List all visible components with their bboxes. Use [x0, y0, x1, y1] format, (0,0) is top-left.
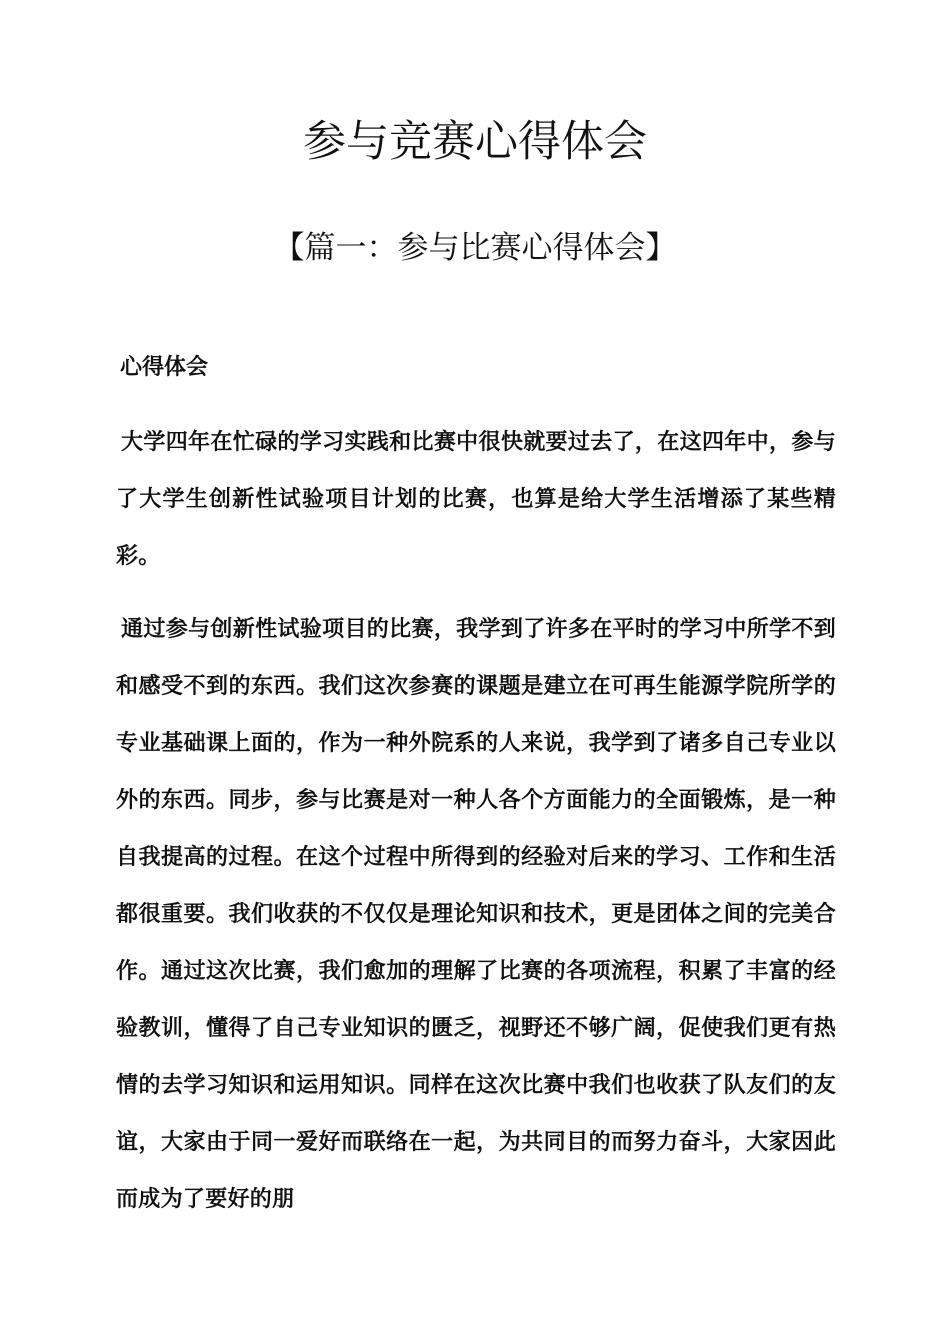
- document-title: 参与竞赛心得体会: [303, 117, 647, 167]
- paragraph-1: 大学四年在忙碌的学习实践和比赛中很快就要过去了，在这四年中，参与了大学生创新性试验项目计划的比赛，也算是给大学生活增添了某些精彩。: [116, 430, 836, 569]
- paragraph-2: 通过参与创新性试验项目的比赛，我学到了许多在平时的学习中所学不到和感受不到的东西。我们这次参赛的课题是建立在可再生能源学院所学的专业基础课上面的，作为一种外院系的人来说，我学到了诸多自己专业以外的东西。同步，参与比赛是对一种人各个方面能力的全面锻炼，是一种自我提高的过程。在这个过程中所得到的经验对后来的学习、工作和生活都很重要。我们收获的不仅仅是理论知识和技术，更是团体之间的完美合作。通过这次比赛，我们愈加的理解了比赛的各项流程，积累了丰富的经验教训，懂得了自己专业知识的匮乏，视野还不够广阔，促使我们更有热情的去学习知识和运用知识。同样在这次比赛中我们也收获了队友们的友谊，大家由于同一爱好而联络在一起，为共同目的而努力奋斗，大家因此而成为了要好的朋: [116, 617, 836, 1212]
- document-subtitle: 【篇一：参与比赛心得体会】: [273, 230, 677, 266]
- section-heading: 心得体会: [120, 355, 209, 380]
